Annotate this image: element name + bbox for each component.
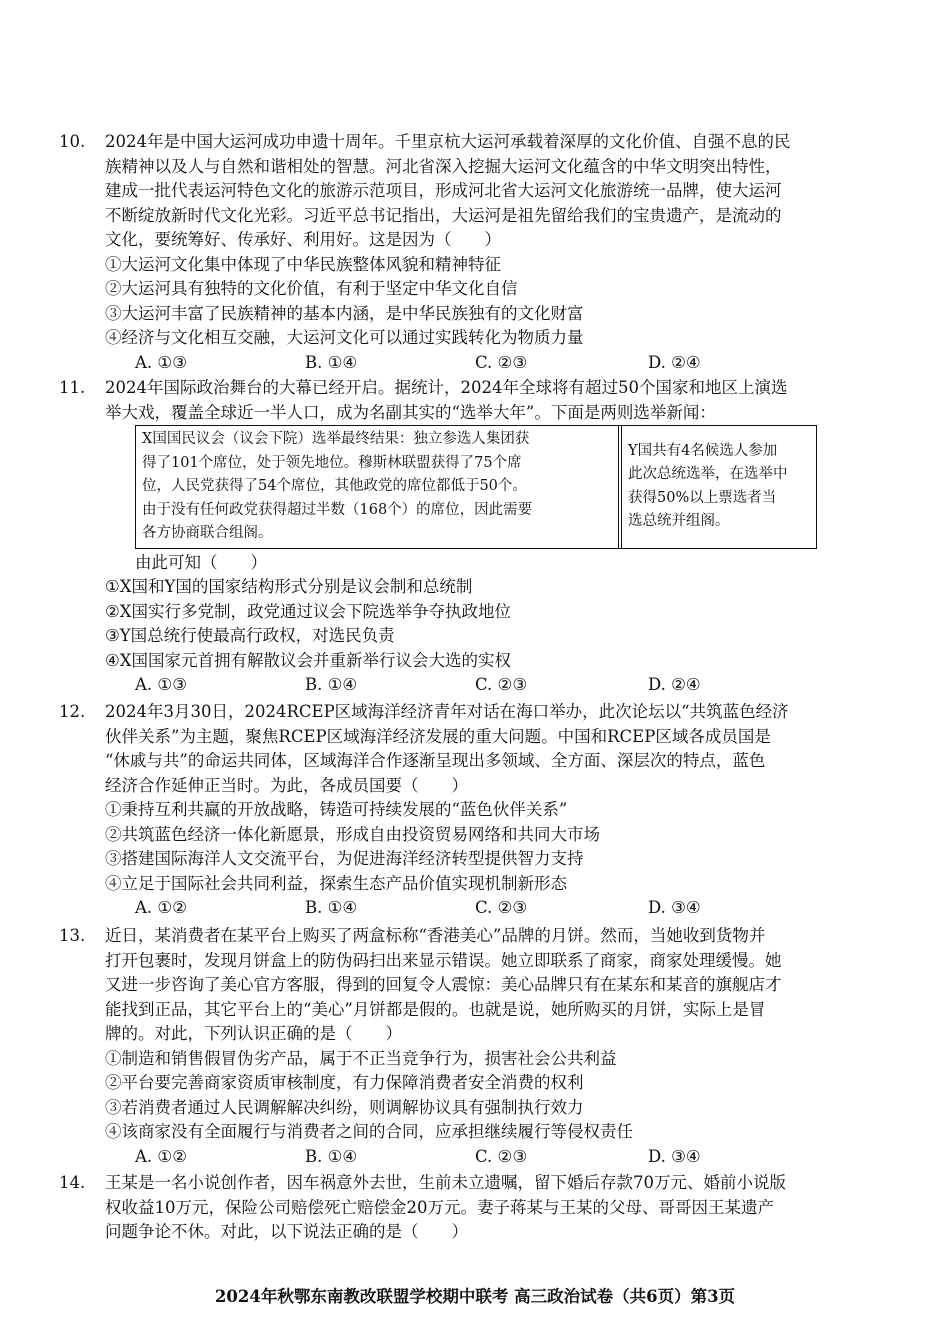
choice-item: ①秉持互利共赢的开放战略，铸造可持续发展的“蓝色伙伴关系” <box>105 800 568 819</box>
choice-item: ③搭建国际海洋人文交流平台，为促进海洋经济转型提供智力支持 <box>105 849 584 868</box>
choice-item: ③若消费者通过人民调解解决纠纷，则调解协议具有强制执行效力 <box>105 1097 584 1117</box>
news-table <box>135 425 817 549</box>
stem-line: 2024年国际政治舞台的大幕已经开启。据统计，2024年全球将有超过50个国家和地区上演选 <box>105 378 788 397</box>
stem-line: 近日，某消费者在某平台上购买了两盒标称“香港美心”品牌的月饼。然而，当她收到货物并 <box>105 926 766 945</box>
question-number: 13. <box>59 926 86 945</box>
news-y-country <box>621 426 816 548</box>
choice-item: ③大运河丰富了民族精神的基本内涵，是中华民族独有的文化财富 <box>105 303 584 323</box>
option-b: B. ①④ <box>305 352 358 372</box>
option-a: A. ①② <box>135 1146 187 1166</box>
option-a: A. ①③ <box>135 675 187 694</box>
news-x-country <box>136 426 619 548</box>
choice-item: ③Y国总统行使最高行政权，对选民负责 <box>105 626 395 645</box>
stem-line: 经济合作延伸正当时。为此，各成员国要（ ） <box>105 775 468 795</box>
question-number: 11. <box>59 378 86 397</box>
news-line: 由于没有任何政党获得超过半数（168个）的席位，因此需要 <box>142 501 533 518</box>
news-line: 获得50%以上票选者当 <box>628 489 777 506</box>
choice-item: ④立足于国际社会共同利益，探索生态产品价值实现机制新形态 <box>105 873 567 893</box>
choice-item: ①X国和Y国的国家结构形式分别是议会制和总统制 <box>105 577 473 596</box>
stem-line: 牌的。对此，下列认识正确的是（ ） <box>105 1024 402 1043</box>
news-line: X国国民议会（议会下院）选举最终结果：独立参选人集团获 <box>142 431 530 447</box>
news-line: 位，人民党获得了54个席位，其他政党的席位都低于50个。 <box>142 478 527 494</box>
choice-item: ②X国实行多党制，政党通过议会下院选举争夺执政地位 <box>105 601 512 621</box>
question-12 <box>59 700 845 921</box>
question-13 <box>59 924 845 1169</box>
option-b: B. ①④ <box>305 1146 358 1166</box>
option-c: C. ②③ <box>475 1146 528 1166</box>
stem-line: 问题争论不休。对此，以下说法正确的是（ ） <box>105 1222 468 1241</box>
choice-item: ④X国国家元首拥有解散议会并重新举行议会大选的实权 <box>105 650 512 670</box>
news-line: 得了101个席位，处于领先地位。穆斯林联盟获得了75个席 <box>142 454 522 471</box>
question-11 <box>59 376 845 698</box>
page-footer: 2024年秋鄂东南教改联盟学校期中联考 高三政治试卷（共6页）第3页 <box>214 1287 736 1306</box>
stem-line: 又进一步咨询了美心官方客服，得到的回复令人震惊：美心品牌只有在某东和某音的旗舰店才 <box>105 975 782 994</box>
stem-line: 能找到正品，其它平台上的“美心”月饼都是假的。也就是说，她所购买的月饼，实际上是冒 <box>105 999 766 1019</box>
stem-line: 建成一批代表运河特色文化的旅游示范项目，形成河北省大运河文化旅游统一品牌，使大运河 <box>105 181 782 200</box>
option-d: D. ③④ <box>648 898 701 917</box>
news-line: 选总统并组阁。 <box>628 513 730 530</box>
option-b: B. ①④ <box>305 898 358 917</box>
news-line: 此次总统选举，在选举中 <box>628 466 788 483</box>
question-10 <box>59 130 845 375</box>
answer-options <box>105 1145 845 1170</box>
choice-item: ①制造和销售假冒伪劣产品，属于不正当竞争行为，损害社会公共利益 <box>105 1048 617 1068</box>
option-d: D. ②④ <box>648 352 701 372</box>
option-d: D. ③④ <box>648 1146 701 1166</box>
stem-line: 不断绽放新时代文化光彩。习近平总书记指出，大运河是祖先留给我们的宝贵遗产，是流动的 <box>105 205 782 225</box>
option-a: A. ①③ <box>135 352 187 372</box>
answer-options <box>105 896 845 921</box>
option-c: C. ②③ <box>475 675 528 694</box>
stem-line: 伙伴关系”为主题，聚焦RCEP区域海洋经济发展的重大问题。中国和RCEP区域各成员国是 <box>105 726 771 746</box>
option-b: B. ①④ <box>305 675 358 694</box>
choice-item: ②共筑蓝色经济一体化新愿景，形成自由投资贸易网络和共同大市场 <box>105 824 600 844</box>
news-line: 各方协商联合组阁。 <box>142 525 273 541</box>
stem-line: 权收益10万元，保险公司赔偿死亡赔偿金20万元。妻子蒋某与王某的父母、哥哥因王某遗产 <box>105 1197 774 1217</box>
stem-line: 文化，要统筹好、传承好、利用好。这是因为（ ） <box>105 230 501 249</box>
question-14 <box>59 1171 845 1245</box>
answer-options <box>105 351 845 376</box>
option-d: D. ②④ <box>648 675 701 694</box>
choice-item: ②平台要完善商家资质审核制度，有力保障消费者安全消费的权利 <box>105 1073 584 1092</box>
option-c: C. ②③ <box>475 898 528 917</box>
choice-item: ④该商家没有全面履行与消费者之间的合同，应承担继续履行等侵权责任 <box>105 1122 633 1141</box>
stem-line: 族精神以及人与自然和谐相处的智慧。河北省深入挖掘大运河文化蕴含的中华文明突出特性， <box>105 156 782 176</box>
stem-line: 2024年是中国大运河成功申遗十周年。千里京杭大运河承载着深厚的文化价值、自强不息的民 <box>105 132 791 151</box>
stem-line: 2024年3月30日，2024RCEP区域海洋经济青年对话在海口举办，此次论坛以“共筑蓝色经济 <box>105 702 789 721</box>
question-number: 10. <box>59 132 86 151</box>
choice-item: ④经济与文化相互交融，大运河文化可以通过实践转化为物质力量 <box>105 328 584 347</box>
option-a: A. ①② <box>135 898 187 917</box>
stem-line: “休戚与共”的命运共同体，区域海洋合作逐渐呈现出多领域、全方面、深层次的特点，蓝色 <box>105 751 766 770</box>
choice-item: ②大运河具有独特的文化价值，有利于坚定中华文化自信 <box>105 279 518 298</box>
question-number: 12. <box>59 702 86 721</box>
question-lead: 由此可知（ ） <box>135 552 267 572</box>
stem-line: 打开包裹时，发现月饼盒上的防伪码扫出来显示错误。她立即联系了商家，商家处理缓慢。她 <box>105 950 782 970</box>
news-line: Y国共有4名候选人参加 <box>628 442 778 459</box>
option-c: C. ②③ <box>475 352 528 372</box>
stem-line: 王某是一名小说创作者，因车祸意外去世，生前未立遗嘱，留下婚后存款70万元、婚前小说版 <box>105 1173 786 1192</box>
choice-item: ①大运河文化集中体现了中华民族整体风貌和精神特征 <box>105 254 501 274</box>
stem-line: 举大戏，覆盖全球近一半人口，成为名副其实的“选举大年”。下面是两则选举新闻： <box>105 402 716 422</box>
question-number: 14. <box>59 1173 86 1192</box>
answer-options <box>105 673 845 698</box>
